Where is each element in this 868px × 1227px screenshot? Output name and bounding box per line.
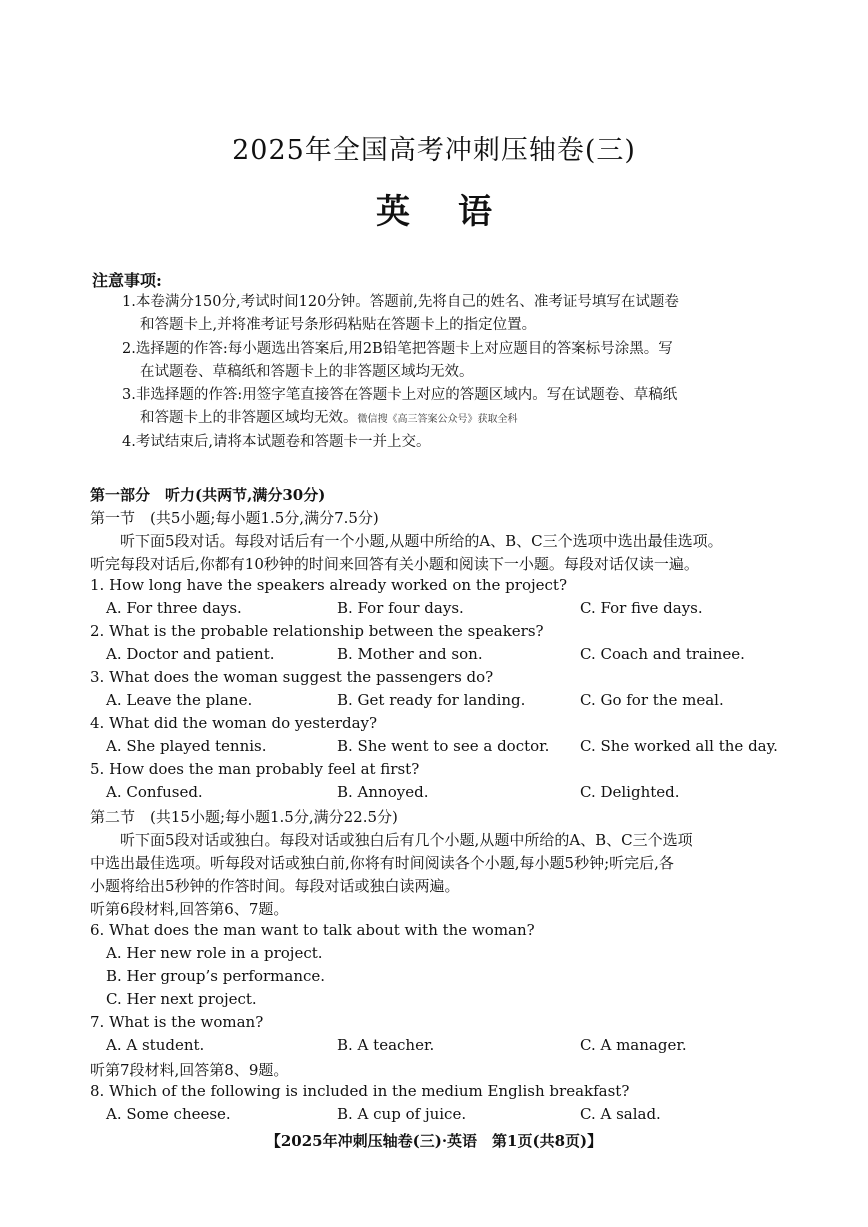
option-a: A. Her new role in a project. bbox=[106, 944, 323, 962]
option-c: C. She worked all the day. bbox=[580, 737, 778, 755]
question-stem: 7. What is the woman? bbox=[90, 1013, 264, 1031]
option-b: B. A cup of juice. bbox=[337, 1105, 467, 1123]
question-stem: 1. How long have the speakers already worked on the project? bbox=[90, 576, 567, 594]
material-note: 听第6段材料,回答第6、7题。 bbox=[90, 900, 289, 918]
option-a: A. For three days. bbox=[106, 599, 242, 617]
option-c: C. For five days. bbox=[580, 599, 703, 617]
option-b: B. She went to see a doctor. bbox=[337, 737, 550, 755]
exam-title: 2025年全国高考冲刺压轴卷(三) bbox=[232, 135, 636, 166]
option-c: C. Delighted. bbox=[580, 783, 680, 801]
option-a: A. Confused. bbox=[106, 783, 203, 801]
option-b: B. A teacher. bbox=[337, 1036, 435, 1054]
option-a: A. Some cheese. bbox=[106, 1105, 231, 1123]
option-b: B. Annoyed. bbox=[337, 783, 429, 801]
option-a: A. She played tennis. bbox=[106, 737, 267, 755]
notice-text: 2.选择题的作答:每小题选出答案后,用2B铅笔把答题卡上对应题目的答案标号涂黑。写 bbox=[122, 341, 673, 357]
section-heading: 第二节 (共15小题;每小题1.5分,满分22.5分) bbox=[90, 808, 398, 826]
part-heading: 第一部分 听力(共两节,满分30分) bbox=[90, 486, 326, 504]
notice-text: 和答题卡上,并将准考证号条形码粘贴在答题卡上的指定位置。 bbox=[140, 317, 537, 333]
option-a: A. A student. bbox=[106, 1036, 205, 1054]
option-b: B. For four days. bbox=[337, 599, 464, 617]
option-b: B. Her group’s performance. bbox=[106, 967, 326, 985]
option-c: C. A salad. bbox=[580, 1105, 661, 1123]
instruction-line: 中选出最佳选项。听每段对话或独白前,你将有时间阅读各个小题,每小题5秒钟;听完后,各 bbox=[90, 854, 674, 872]
instruction-line: 听完每段对话后,你都有10秒钟的时间来回答有关小题和阅读下一小题。每段对话仅读一遍。 bbox=[90, 555, 699, 573]
instruction-line: 听下面5段对话或独白。每段对话或独白后有几个小题,从题中所给的A、B、C三个选项 bbox=[90, 831, 693, 849]
notice-text: 和答题卡上的非答题区域均无效。微信搜《高三答案公众号》获取全科 bbox=[140, 410, 518, 426]
watermark-text: 微信搜《高三答案公众号》获取全科 bbox=[357, 414, 518, 425]
question-stem: 4. What did the woman do yesterday? bbox=[90, 714, 378, 732]
question-stem: 6. What does the man want to talk about with the woman? bbox=[90, 921, 535, 939]
option-b: B. Get ready for landing. bbox=[337, 691, 526, 709]
section-heading: 第一节 (共5小题;每小题1.5分,满分7.5分) bbox=[90, 509, 379, 527]
notice-item-1 bbox=[122, 291, 782, 337]
notice-item-2 bbox=[122, 338, 782, 384]
option-c: C. A manager. bbox=[580, 1036, 687, 1054]
notice-item-3 bbox=[122, 384, 782, 431]
instruction-line: 小题将给出5秒钟的作答时间。每段对话或独白读两遍。 bbox=[90, 877, 460, 895]
notice-heading: 注意事项: bbox=[92, 271, 162, 290]
question-stem: 5. How does the man probably feel at first? bbox=[90, 760, 420, 778]
option-a: A. Leave the plane. bbox=[106, 691, 253, 709]
question-stem: 3. What does the woman suggest the passengers do? bbox=[90, 668, 494, 686]
subject-title: 英语 bbox=[376, 192, 540, 232]
option-c: C. Go for the meal. bbox=[580, 691, 724, 709]
option-b: B. Mother and son. bbox=[337, 645, 483, 663]
option-c: C. Her next project. bbox=[106, 990, 257, 1008]
option-c: C. Coach and trainee. bbox=[580, 645, 745, 663]
question-stem: 8. Which of the following is included in the medium English breakfast? bbox=[90, 1082, 630, 1100]
page-footer: 【2025年冲刺压轴卷(三)·英语 第1页(共8页)】 bbox=[265, 1132, 603, 1150]
option-a: A. Doctor and patient. bbox=[106, 645, 275, 663]
notice-text: 3.非选择题的作答:用签字笔直接答在答题卡上对应的答题区域内。写在试题卷、草稿纸 bbox=[122, 387, 678, 403]
notice-text: 在试题卷、草稿纸和答题卡上的非答题区域均无效。 bbox=[140, 364, 474, 380]
notice-text: 4.考试结束后,请将本试题卷和答题卡一并上交。 bbox=[122, 434, 431, 450]
notice-text: 1.本卷满分150分,考试时间120分钟。答题前,先将自己的姓名、准考证号填写在试题卷 bbox=[122, 294, 679, 310]
material-note: 听第7段材料,回答第8、9题。 bbox=[90, 1061, 289, 1079]
question-stem: 2. What is the probable relationship between the speakers? bbox=[90, 622, 544, 640]
instruction-line: 听下面5段对话。每段对话后有一个小题,从题中所给的A、B、C三个选项中选出最佳选项。 bbox=[90, 532, 723, 550]
notice-item-4 bbox=[122, 431, 782, 454]
